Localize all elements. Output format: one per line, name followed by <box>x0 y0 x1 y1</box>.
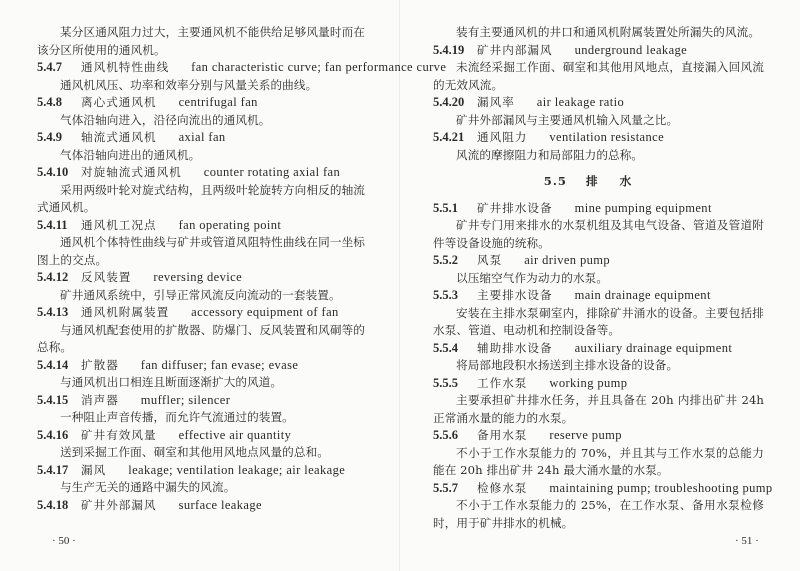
term-definition: 通风机风压、功率和效率分别与风量关系的曲线。 <box>60 77 318 92</box>
term-header <box>37 497 365 515</box>
term-number: 5.4.13 <box>37 305 69 319</box>
term-number: 5.4.16 <box>37 427 69 442</box>
term-header <box>37 269 365 287</box>
term-definition: 送到采掘工作面、硐室和其他用风地点风量的总和。 <box>60 445 329 459</box>
term-english: fan diffuser; fan evase; evase <box>140 357 299 372</box>
term-english: air driven pump <box>524 253 611 267</box>
term-english: ventilation resistance <box>549 130 665 144</box>
term-header <box>37 392 365 410</box>
term-english: mine pumping equipment <box>574 200 712 215</box>
term-chinese: 矿井外部漏风 <box>81 497 157 512</box>
term-header <box>433 42 764 60</box>
page-number-right: · 51 · <box>735 535 759 547</box>
term-entry <box>37 164 365 217</box>
term-english: counter rotating axial fan <box>203 165 341 179</box>
term-english: leakage; ventilation leakage; air leakage <box>128 462 346 477</box>
term-entry <box>37 269 365 304</box>
term-number: 5.4.9 <box>37 130 62 144</box>
term-header <box>433 200 764 218</box>
term-header <box>433 287 764 305</box>
term-entry <box>37 217 365 270</box>
term-english: auxiliary drainage equipment <box>574 340 733 355</box>
term-entry <box>37 357 365 392</box>
term-english: underground leakage <box>574 42 688 57</box>
term-number: 5.4.10 <box>37 165 69 179</box>
term-definition: 采用两级叶轮对旋式结构，且两级叶轮旋转方向相反的轴流式通风机。 <box>37 182 365 214</box>
term-chinese: 风泵 <box>477 253 503 267</box>
term-definition: 将局部地段积水扬送到主排水设备的设备。 <box>456 358 679 372</box>
term-chinese: 矿井内部漏风 <box>477 42 553 57</box>
term-definition: 矿井专门用来排水的水泵机组及其电气设备、管道及管道附件等设备设施的统称。 <box>433 218 764 250</box>
term-entry <box>433 340 764 375</box>
term-entry <box>37 94 365 129</box>
right-page <box>433 24 773 532</box>
term-chinese: 矿井有效风量 <box>81 427 157 442</box>
term-entry <box>433 252 764 287</box>
term-header <box>433 129 764 147</box>
term-chinese: 通风机工况点 <box>81 217 157 232</box>
term-definition: 以压缩空气作为动力的水泵。 <box>456 270 609 285</box>
term-english: centrifugal fan <box>178 95 258 109</box>
term-list <box>433 200 773 533</box>
term-chinese: 漏风率 <box>477 95 515 109</box>
term-number: 5.4.18 <box>37 497 69 512</box>
term-header <box>37 217 365 235</box>
term-english: maintaining pump; troubleshooting pump <box>549 480 773 495</box>
term-header <box>37 304 365 322</box>
term-english: main drainage equipment <box>574 288 711 302</box>
term-entry <box>433 129 764 164</box>
section-title: 排水 <box>586 174 654 188</box>
term-chinese: 反风装置 <box>81 270 132 284</box>
term-definition: 通风机个体特性曲线与矿井或管道风阻特性曲线在同一坐标图上的交点。 <box>37 235 365 267</box>
term-english: surface leakage <box>178 497 262 512</box>
term-number: 5.5.4 <box>433 340 458 355</box>
term-entry <box>433 200 764 253</box>
term-entry <box>433 427 764 480</box>
page-spine <box>399 0 400 571</box>
term-chinese: 对旋轴流式通风机 <box>81 165 182 179</box>
term-number: 5.5.5 <box>433 375 458 390</box>
term-number: 5.5.1 <box>433 200 458 215</box>
term-number: 5.4.12 <box>37 270 69 284</box>
term-chinese: 通风机附属装置 <box>81 305 170 319</box>
term-header <box>37 94 365 112</box>
term-entry <box>433 42 764 95</box>
term-entry <box>37 304 365 357</box>
term-entry <box>433 94 764 129</box>
term-entry <box>37 462 365 497</box>
term-number: 5.5.3 <box>433 288 458 302</box>
term-english: working pump <box>549 375 628 390</box>
term-english: accessory equipment of fan <box>191 305 339 319</box>
term-header <box>433 94 764 112</box>
term-header <box>37 129 365 147</box>
term-number: 5.5.2 <box>433 253 458 267</box>
term-entry <box>37 59 447 94</box>
term-english: reversing device <box>153 270 243 284</box>
term-definition: 主要承担矿井排水任务，并且具备在 20h 内排出矿井 24h 正常涌水量的能力的水泵。 <box>433 393 764 425</box>
term-number: 5.4.17 <box>37 462 69 477</box>
term-entry <box>37 497 365 515</box>
term-chinese: 通风阻力 <box>477 130 528 144</box>
term-chinese: 备用水泵 <box>477 428 528 442</box>
term-number: 5.4.11 <box>37 217 68 232</box>
term-definition: 矿井外部漏风与主要通风机输入风量之比。 <box>456 112 679 127</box>
term-chinese: 轴流式通风机 <box>81 130 157 144</box>
term-header <box>37 357 365 375</box>
term-entry <box>433 375 764 428</box>
term-number: 5.5.7 <box>433 480 458 495</box>
term-english: fan operating point <box>178 217 282 232</box>
term-number: 5.4.8 <box>37 95 62 109</box>
term-number: 5.4.19 <box>433 42 465 57</box>
term-definition: 矿井通风系统中，引导正常风流反向流动的一套装置。 <box>60 287 341 302</box>
section-number: 5.5 <box>543 174 567 188</box>
term-list <box>433 42 764 165</box>
continuation-text: 装有主要通风机的井口和通风机附属装置处所漏失的风流。 <box>456 25 761 39</box>
term-english: axial fan <box>178 130 226 144</box>
term-number: 5.4.7 <box>37 60 62 74</box>
term-english: fan characteristic curve; fan performance curve <box>191 60 447 74</box>
term-definition: 与生产无关的通路中漏失的风流。 <box>60 480 236 494</box>
term-header <box>37 164 365 182</box>
term-entry <box>37 129 365 164</box>
term-entry <box>433 480 773 533</box>
term-header <box>37 59 447 77</box>
term-header <box>433 427 764 445</box>
term-definition: 风流的摩擦阻力和局部阻力的总称。 <box>456 147 644 162</box>
term-definition: 与通风机配套使用的扩散器、防爆门、反风装置和风硐等的总称。 <box>37 322 365 354</box>
term-definition: 一种阻止声音传播，而允许气流通过的装置。 <box>60 410 294 424</box>
term-definition: 不小于工作水泵能力的 70%，并且其与工作水泵的总能力能在 20h 排出矿井 24h 最大涌水量的水泵。 <box>433 445 764 477</box>
term-definition: 不小于工作水泵能力的 25%，在工作水泵、备用水泵检修时，用于矿井排水的机械。 <box>433 498 764 530</box>
term-header <box>37 427 365 445</box>
term-chinese: 工作水泵 <box>477 375 528 390</box>
term-chinese: 通风机特性曲线 <box>81 60 170 74</box>
term-chinese: 离心式通风机 <box>81 95 157 109</box>
term-chinese: 辅助排水设备 <box>477 340 553 355</box>
term-english: muffler; silencer <box>140 392 231 407</box>
term-definition: 与通风机出口相连且断面逐渐扩大的风道。 <box>60 375 283 389</box>
page-number-left: · 50 · <box>52 535 76 547</box>
term-entry <box>433 287 764 340</box>
term-header <box>433 375 764 393</box>
term-header <box>433 252 764 270</box>
term-english: effective air quantity <box>178 427 292 442</box>
continuation-text: 某分区通风阻力过大，主要通风机不能供给足够风量时而在该分区所使用的通风机。 <box>37 25 365 57</box>
term-number: 5.4.15 <box>37 392 69 407</box>
term-entry <box>37 427 365 462</box>
term-entry <box>37 392 365 427</box>
term-chinese: 扩散器 <box>81 357 119 372</box>
term-number: 5.4.20 <box>433 95 465 109</box>
term-chinese: 矿井排水设备 <box>477 200 553 215</box>
term-chinese: 检修水泵 <box>477 480 528 495</box>
term-definition: 安装在主排水泵硐室内，排除矿井涌水的设备。主要包括排水泵、管道、电动机和控制设备等。 <box>433 305 764 337</box>
term-definition: 未流经采掘工作面、硐室和其他用风地点，直接漏入回风流的无效风流。 <box>433 60 764 92</box>
term-number: 5.4.14 <box>37 357 69 372</box>
section-heading <box>433 173 764 191</box>
term-number: 5.5.6 <box>433 428 458 442</box>
term-definition: 气体沿轴向进入，沿径向流出的通风机。 <box>60 112 271 127</box>
term-chinese: 消声器 <box>81 392 119 407</box>
term-english: air leakage ratio <box>536 95 625 109</box>
term-header <box>37 462 365 480</box>
term-chinese: 主要排水设备 <box>477 288 553 302</box>
term-header <box>433 480 773 498</box>
term-chinese: 漏风 <box>81 462 107 477</box>
term-number: 5.4.21 <box>433 130 465 144</box>
term-english: reserve pump <box>549 428 622 442</box>
term-definition: 气体沿轴向进出的通风机。 <box>60 147 201 162</box>
term-header <box>433 340 764 358</box>
